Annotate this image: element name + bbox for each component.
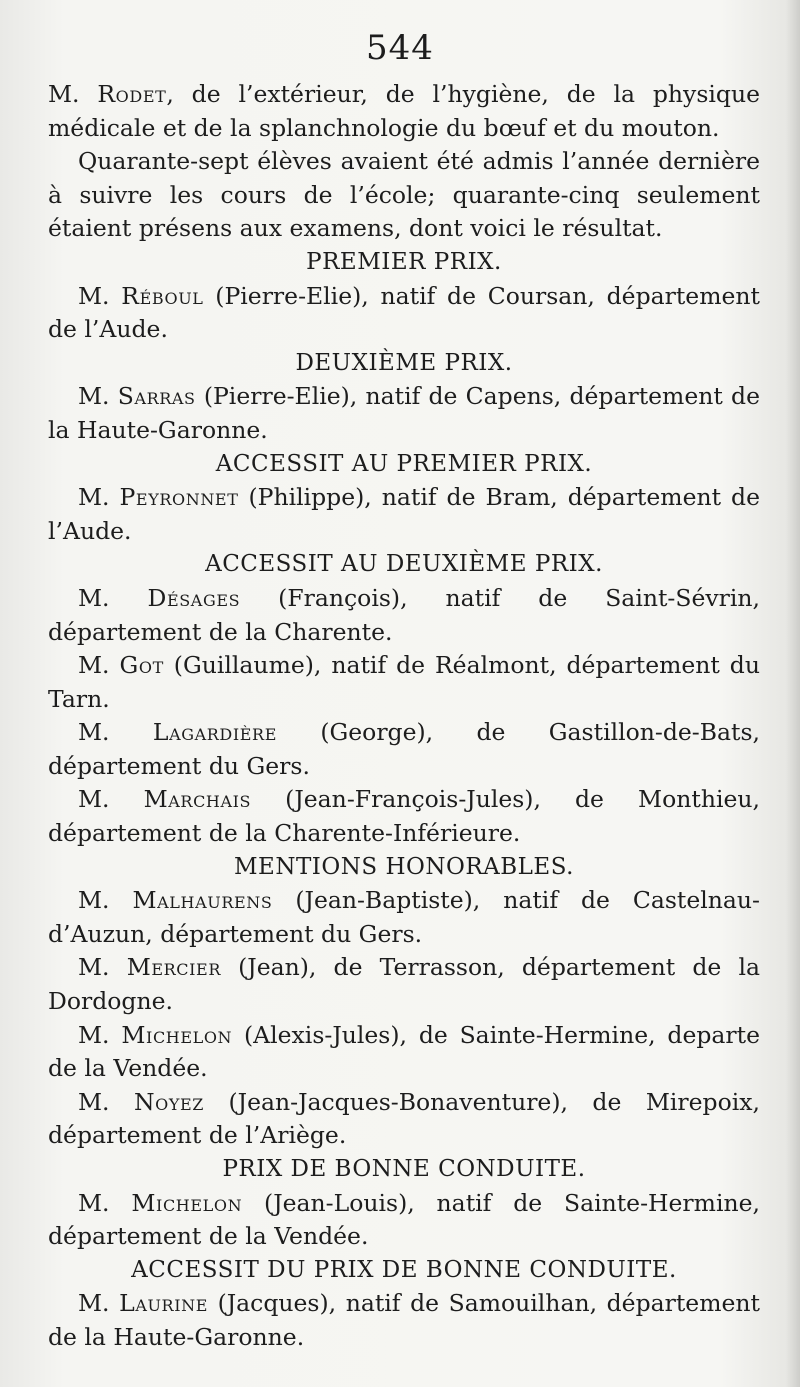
entry-name: Lagardière [152, 718, 277, 747]
intro-name: Rodet [97, 80, 167, 108]
section-heading: DEUXIÈME PRIX. [295, 349, 513, 376]
intro-paragraph [48, 78, 760, 145]
section-heading: PRIX DE BONNE CONDUITE. [222, 1156, 586, 1182]
entry-details: (Jean-François-Jules), de Monthieu, département de la Charente-Inférieure. [48, 785, 760, 848]
entry-prefix: M. [78, 953, 127, 982]
entry-details: (Pierre-Elie), natif de Capens, département de la Haute-Garonne. [48, 382, 760, 444]
entry-details: (Jean), de Terrasson, département de la Dordogne. [48, 953, 760, 1016]
page-edge-shadow [786, 0, 800, 1387]
entry-name: Malhaurens [132, 886, 273, 915]
award-entry [48, 884, 760, 951]
entry-details: (George), de Gastillon-de-Bats, département du Gers. [48, 718, 760, 780]
entry-details: (François), natif de Saint-Sévrin, département de la Charente. [48, 583, 760, 646]
entry-details: (Guillaume), natif de Réalmont, département du Tarn. [48, 651, 760, 713]
section-heading: ACCESSIT AU PREMIER PRIX. [215, 450, 593, 477]
intro-prefix: M. [48, 80, 98, 108]
entry-name: Désages [147, 583, 241, 612]
award-entry [48, 1287, 760, 1354]
entry-prefix: M. [78, 483, 120, 512]
entry-name: Mercier [126, 953, 221, 982]
award-entry [48, 783, 760, 850]
entry-details: (Jean-Baptiste), natif de Castelnau-d’Auzun, département du Gers. [48, 886, 760, 948]
entry-prefix: M. [78, 1289, 120, 1318]
award-entry [48, 280, 760, 347]
award-entry [48, 1187, 760, 1254]
entry-name: Peyronnet [119, 483, 239, 512]
entry-name: Laurine [119, 1289, 209, 1318]
entry-prefix: M. [78, 886, 133, 915]
entry-details: (Alexis-Jules), de Sainte-Hermine, departe de la Vendée. [48, 1020, 760, 1083]
award-entry [48, 1019, 760, 1086]
entry-details: (Philippe), natif de Bram, département de l’Aude. [48, 483, 760, 545]
entry-prefix: M. [78, 1020, 122, 1049]
page-body [48, 78, 760, 1355]
entry-prefix: M. [78, 281, 122, 310]
entry-name: Michelon [131, 1188, 243, 1217]
entry-name: Sarras [117, 382, 196, 411]
entry-prefix: M. [78, 583, 148, 612]
entry-prefix: M. [78, 651, 120, 680]
entry-name: Got [119, 651, 164, 680]
award-entry [48, 716, 760, 783]
section-heading: ACCESSIT AU DEUXIÈME PRIX. [205, 551, 603, 578]
award-entry [48, 582, 760, 649]
entry-name: Réboul [121, 281, 204, 310]
intro-rest: , de l’extérieur, de l’hygiène, de la physique médicale et de la splanchnologie du bœuf et du mouton. [48, 80, 760, 142]
award-entry [48, 649, 760, 716]
results-paragraph: Quarante-sept élèves avaient été admis l’année dernière à suivre les cours de l’école; quarante-cinq seulement étaient présens aux examens, dont voici le résultat. [48, 147, 760, 243]
entry-name: Noyez [133, 1087, 205, 1116]
entry-name: Michelon [121, 1020, 233, 1049]
award-entry [48, 481, 760, 548]
entry-details: (Jacques), natif de Samouilhan, département de la Haute-Garonne. [48, 1289, 760, 1351]
entry-details: (Pierre-Elie), natif de Coursan, département de l’Aude. [48, 281, 760, 344]
entry-prefix: M. [78, 382, 118, 411]
section-heading: MENTIONS HONORABLES. [234, 853, 574, 880]
entry-name: Marchais [143, 785, 252, 814]
entry-prefix: M. [78, 785, 144, 814]
award-entry [48, 1086, 760, 1153]
entry-details: (Jean-Jacques-Bonaventure), de Mirepoix, département de l’Ariège. [48, 1087, 760, 1150]
entry-prefix: M. [78, 1087, 134, 1116]
award-entry [48, 380, 760, 447]
page-number: 544 [366, 28, 434, 68]
entry-details: (Jean-Louis), natif de Sainte-Hermine, département de la Vendée. [48, 1188, 760, 1251]
award-entry [48, 951, 760, 1018]
section-heading: PREMIER PRIX. [306, 248, 502, 275]
entry-prefix: M. [78, 718, 153, 747]
entry-prefix: M. [78, 1188, 132, 1217]
section-heading: ACCESSIT DU PRIX DE BONNE CONDUITE. [131, 1256, 677, 1283]
